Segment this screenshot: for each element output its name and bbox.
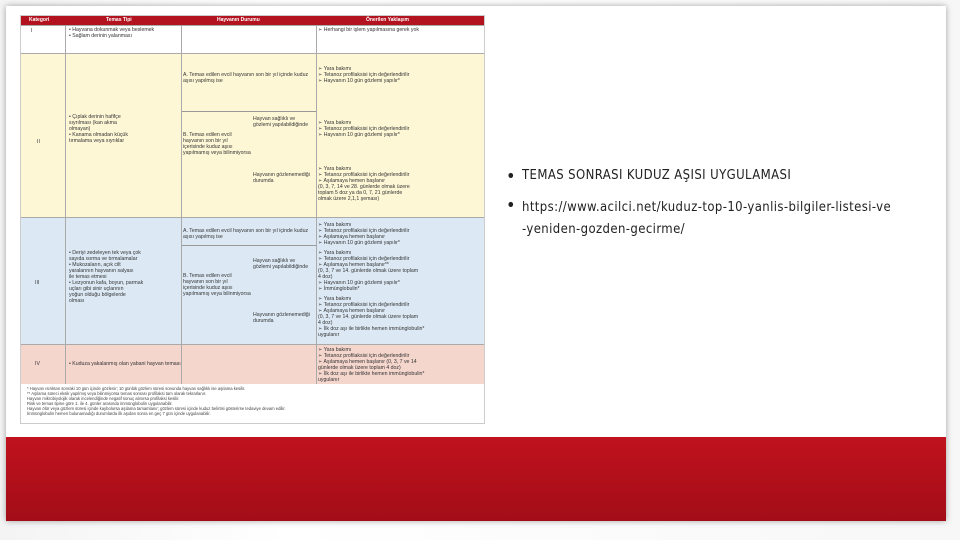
approach-line: günlerde olmak üzere toplam 4 doz) (318, 365, 401, 371)
approach-line: ➢ Herhangi bir işlem yapılmasına gerek yok (318, 27, 419, 33)
bullet-title: TEMAS SONRASI KUDUZ AŞISI UYGULAMASI (522, 168, 792, 183)
approach-a-cell (318, 222, 478, 246)
approach-b1-cell (318, 120, 478, 138)
approach-line: ➢ Tetanoz profilaksisi için değerlendirilir (318, 172, 410, 178)
status-b2-cell: Hayvanın gözlenemediği durumda (253, 172, 310, 184)
approach-line: olmak üzere 2,1,1 şeması) (318, 196, 380, 202)
contact-line: sıyrılması (kan akma (69, 120, 117, 126)
link-line-2: -yeniden-gozden-gecirme/ (522, 222, 686, 237)
table-header (21, 16, 484, 25)
footnote: Hayvan ölür veya gözlem süresi içinde kaybolursa aşılama tamamlanır; gözlem süresi içinde kuduz belirtisi gösterirse tedaviye devam edilir. (27, 406, 286, 411)
approach-line: ➢ Yara bakımı (318, 222, 352, 228)
contact-line: yoğun olduğu bölgelerde (69, 292, 126, 298)
bullet-icon: • (506, 195, 516, 216)
approach-line: uygulanır (318, 377, 340, 383)
approach-line: ➢ Yara bakımı (318, 296, 352, 302)
contact-line: yaralarının hayvanın salyası (69, 268, 134, 274)
approach-line: ➢ Hayvanın 10 gün gözlemi yapılır* (318, 280, 400, 286)
red-footer-band (6, 437, 946, 521)
contact-line: • Hayvana dokunmak veya beslemek (69, 27, 155, 33)
contact-line: olması (69, 298, 85, 304)
category-cell: IV (35, 361, 40, 367)
approach-line: ➢ Hayvanın 10 gün gözlemi yapılır* (318, 240, 400, 246)
table-row (21, 217, 484, 345)
contact-cell (69, 250, 179, 304)
contact-cell (69, 27, 189, 39)
bullet-item (506, 166, 926, 187)
header-contact: Temas Tipi (106, 17, 132, 23)
approach-line: ➢ Tetanoz profilaksisi için değerlendirilir (318, 228, 410, 234)
contact-line: sayıda ısırma ve tırmalamalar (69, 256, 138, 262)
approach-line: 4 doz) (318, 274, 333, 280)
approach-line: ➢ Tetanoz profilaksisi için değerlendirilir (318, 353, 410, 359)
approach-line: (0, 3, 7, 14 ve 28. günlerde olmak üzere (318, 184, 410, 190)
contact-line: uçları gibi sinir uçlarının (69, 286, 124, 292)
header-status: Hayvanın Durumu (217, 17, 260, 23)
approach-b1-cell (318, 250, 478, 292)
approach-line: uygulanır (318, 332, 340, 338)
approach-line: ➢ İlk doz aşı ile birlikte hemen immünglobulin* (318, 371, 425, 377)
approach-line: ➢ Aşılamaya hemen başlanır (318, 178, 385, 184)
contact-line: • Lezyonun kafa, boyun, parmak (69, 280, 144, 286)
approach-cell (318, 347, 478, 383)
status-a-cell: A. Temas edilen evcil hayvanın son bir yıl içinde kuduz aşısı yapılmış ise (183, 228, 309, 240)
contact-cell: • Kuduza yakalanmış olan yabani hayvan teması (69, 361, 181, 367)
contact-line: • Kanama olmadan küçük (69, 132, 128, 138)
table-footnotes (21, 384, 484, 423)
approach-line: ➢ Aşılamaya hemen başlanır** (318, 262, 389, 268)
table-row (21, 344, 484, 385)
approach-line: ➢ Yara bakımı (318, 120, 352, 126)
contact-cell (69, 114, 179, 144)
status-b1-cell: Hayvan sağlıklı ve gözlemi yapılabildiğinde (253, 258, 309, 270)
status-a-cell: A. Temas edilen evcil hayvanın son bir yıl içinde kuduz aşısı yapılmış ise (183, 72, 309, 84)
approach-line: ➢ Yara bakımı (318, 66, 352, 72)
approach-line: 4 doz) (318, 320, 333, 326)
approach-line: ➢ Hayvanın 10 gün gözlemi yapılır* (318, 132, 400, 138)
contact-line: • Mukozaların, açık cilt (69, 262, 121, 268)
contact-line: tırmalama veya sıyrıklar (69, 138, 125, 144)
footnote: ** Aşılama süreci eksik yapılmış veya bilinmiyorsa temas sonrası profilaksi tam olarak tekrarlanır. (27, 391, 207, 396)
approach-line: ➢ Aşılamaya hemen başlanır (0, 3, 7 ve 14 (318, 359, 417, 365)
approach-line: ➢ İlk doz aşı ile birlikte hemen immünglobulin* (318, 326, 425, 332)
rabies-table-image (20, 15, 485, 424)
header-category: Kategori (29, 17, 50, 23)
contact-line: • Sağlam derinin yalanması (69, 33, 132, 39)
approach-line: ➢ Tetanoz profilaksisi için değerlendirilir (318, 72, 410, 78)
source-link[interactable] (522, 197, 926, 241)
approach-a-cell (318, 66, 478, 84)
approach-line: ➢ Yara bakımı (318, 347, 352, 353)
approach-line: ➢ İmmünglobulin* (318, 286, 360, 292)
bullet-list (506, 168, 926, 241)
table-row (21, 25, 484, 54)
status-b2-cell: Hayvanın gözlenemediği durumda (253, 312, 310, 324)
approach-b2-cell (318, 296, 478, 338)
header-approach: Önerilen Yaklaşım (366, 17, 409, 23)
bullet-item (506, 197, 926, 241)
contact-line: ile temas etmesi (69, 274, 107, 280)
approach-b2-cell (318, 166, 478, 202)
approach-line: ➢ Aşılamaya hemen başlanır (318, 308, 385, 314)
status-b-cell: B. Temas edilen evcil hayvanın son bir yıl içerisinde kuduz aşısı yapılmamış veya bilinmiyorsa (183, 273, 251, 297)
link-line-1: https://www.acilci.net/kuduz-top-10-yanlis-bilgiler-listesi-ve (522, 200, 892, 215)
approach-line: ➢ Tetanoz profilaksisi için değerlendirilir (318, 126, 410, 132)
contact-line: • Deriyi zedeleyen tek veya çok (69, 250, 141, 256)
approach-line: ➢ Tetanoz profilaksisi için değerlendirilir (318, 302, 410, 308)
category-cell: III (35, 280, 40, 286)
category-cell: II (37, 139, 40, 145)
approach-cell (318, 27, 478, 33)
bullet-icon: • (506, 166, 516, 187)
approach-line: ➢ Tetanoz profilaksisi için değerlendirilir (318, 256, 410, 262)
approach-line: ➢ Aşılamaya hemen başlanır (318, 234, 385, 240)
contact-line: • Çıplak derinin hafifçe (69, 114, 121, 120)
status-b-cell: B. Temas edilen evcil hayvanın son bir yıl içerisinde kuduz aşısı yapılmamış veya bilinmiyorsa (183, 132, 251, 156)
approach-line: (0, 3, 7 ve 14. günlerde olmak üzere toplam (318, 314, 419, 320)
footnote: Risk ve temas tipine göre 1. ile 4. günler arasında immünglobulin uygulanabilir. (27, 401, 173, 406)
contact-line: olmayan) (69, 126, 91, 132)
approach-line: ➢ Hayvanın 10 gün gözlemi yapılır* (318, 78, 400, 84)
table-row (21, 53, 484, 218)
footnote: * Hayvan ısırıktan sonraki 10 gün içinde gözlenir; 10 günlük gözlem süresi sonunda hayvan sağlıklı ise aşılama kesilir. (27, 386, 246, 391)
status-b1-cell: Hayvan sağlıklı ve gözlemi yapılabildiğinde (253, 116, 309, 128)
approach-line: (0, 3, 7 ve 14. günlerde olmak üzere toplam (318, 268, 419, 274)
approach-line: ➢ Yara bakımı (318, 166, 352, 172)
footnote: İmmünglobulin hemen bulunamadığı durumlarda ilk aşıdan sonra en geç 7 gün içinde uygulanabilir. (27, 411, 211, 416)
category-cell: I (31, 28, 33, 34)
approach-line: toplam 5 doz ya da 0, 7, 21 günlerde (318, 190, 403, 196)
footnote: Hayvan mikrobiyolojik olarak incelendiğinde negatif sonuç alınırsa profilaksi kesilir. (27, 396, 180, 401)
approach-line: ➢ Yara bakımı (318, 250, 352, 256)
